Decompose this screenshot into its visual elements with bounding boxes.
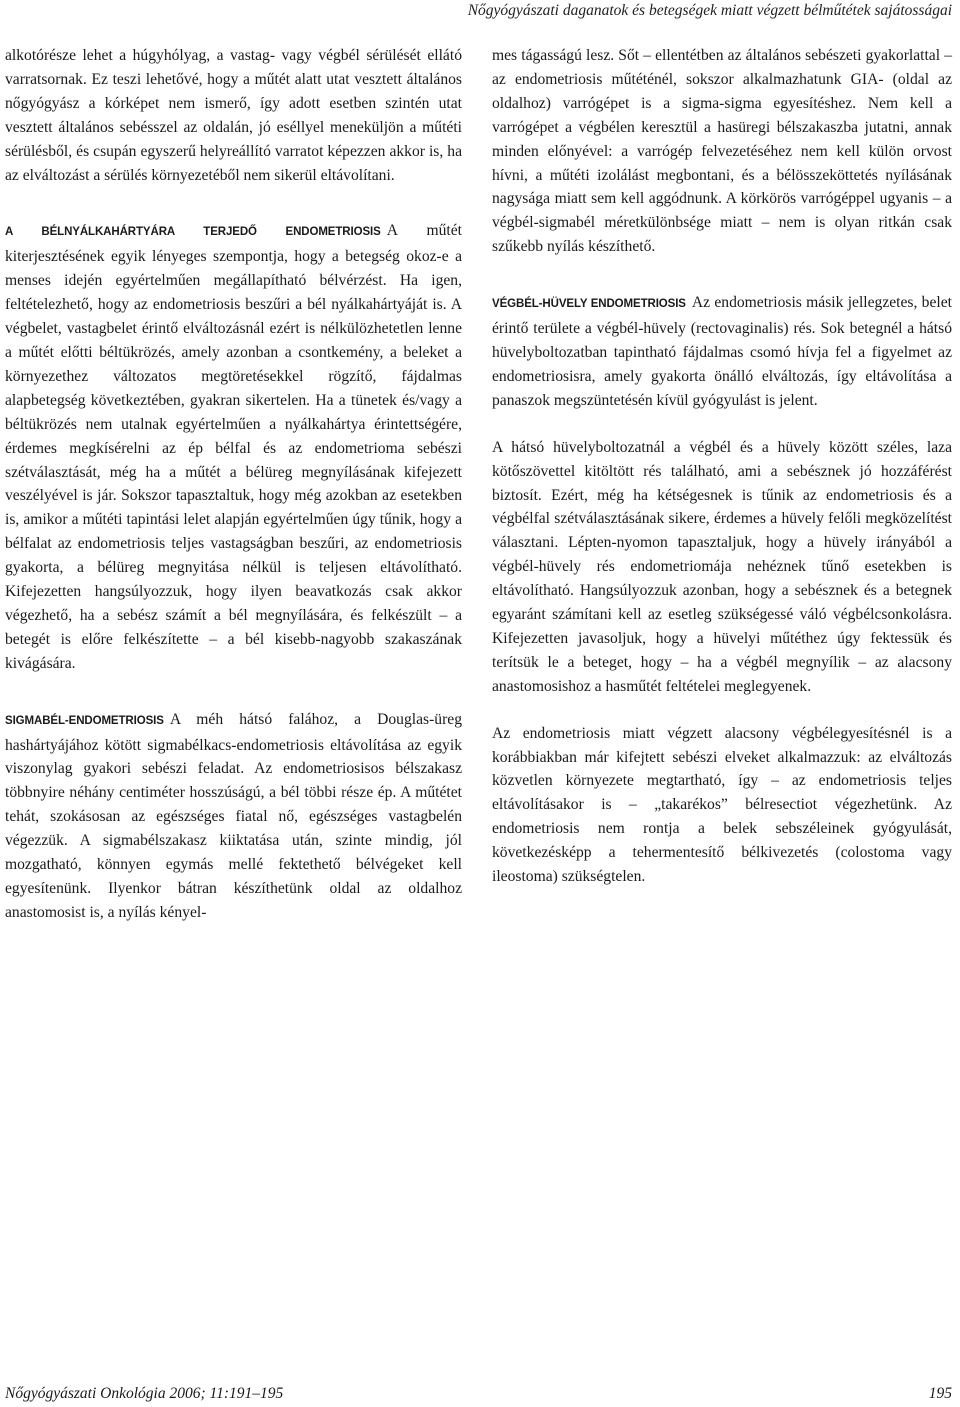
section-rectovaginal bbox=[492, 291, 952, 413]
section-body: Az endometriosis másik jellegzetes, belet érintő területe a végbél-hüvely (rectovaginalis) rés. Sok betegnél a hátsó hüvelyboltozatban tapintható fájdalmas csomó hívja fel a figyelmet az endometriosisra, amely gyakorta önálló elváltozás, így eltávolítása a panaszok megszüntetésén kívül gyógyulást is jelent. bbox=[492, 294, 952, 409]
right-column bbox=[492, 44, 952, 889]
section-body: A műtét kiterjesztésének egyik lényeges szempontja, hogy a betegség okoz-e a menses idején egyértelműen megállapítható bélvérzést. Ha igen, feltételezhető, hogy az endometriosis beszűri a bél nyálkahártyáját is. A végbelet, vastagbelet érintő elváltozásnál ezért is nélkülözhetetlen lenne a műtét előtti béltükrözés, amely azonban a csontkemény, a beleket a környezethez változatos megtöretésekkel rögzítő, fájdalmas alapbetegség következtében, gyakran sikertelen. Ha a tünetek és/vagy a béltükrözés nem utalnak egyértelműen a nyálkahártya érintettségére, érdemes megkísérelni az ép bélfal és az endometrioma sebészi szétválasztását, még ha a műtét a bélüreg megnyílásának kifejezett veszélyével is jár. Sokszor tapasztaltuk, hogy még azokban az esetekben is, amikor a műtéti tapintási lelet alapján egyértelműen úgy tűnik, hogy a bélfalat az endometriosis teljes vastagságban beszűri, az endometriosis gyakorta, a bélüreg megnyitása nélkül is teljesen eltávolítható. Kifejezetten hangsúlyozzuk, hogy ilyen beavatkozás csak akkor végezhető, ha a sebész számít a bél megnyílására, és felkészült – a betegét is előre felkészítette – a bél kisebb-nagyobb szakaszának kivágására. bbox=[5, 222, 462, 672]
paragraph: mes tágasságú lesz. Sőt – ellentétben az általános sebészeti gyakorlattal – az endometriosis műtéténél, sokszor alkalmazhatunk GIA- (oldal az oldalhoz) varrógépet is a sigma-sigma egyesítéshez. Nem kell a varrógépet a végbélen keresztül a hasüregi bélszakaszba jutatni, annak minden előnyével: a varrógép felvezetéséhez nem kell külön orvost hívni, a műtéti izolálást megbontani, és a bélösszeköttetés nyílásának nagysága miatt sem kell aggódnunk. A körkörös varrógéppel ugyanis – a végbél-sigmabél méretkülönbsége miatt – nem is olyan ritkán csak szűkebb nyílás készíthető. bbox=[492, 47, 952, 256]
section-sigmoid bbox=[5, 708, 462, 925]
journal-citation: Nőgyógyászati Onkológia 2006; 11:191–195 bbox=[5, 1385, 284, 1402]
paragraph: Az endometriosis miatt végzett alacsony végbélegyesítésnél is a korábbiakban már kifejtett sebészi elveket alkalmazzuk: az elváltozás közvetlen környezete megtartható, így – az endometriosis teljes eltávolításakor is – „takarékos” bélresectiot végezhetünk. Az endometriosis nem rontja a belek sebszéleinek gyógyulását, következésképp a tehermentesítő bélkivezetés (colostoma vagy ileostoma) szükségtelen. bbox=[492, 724, 952, 886]
section-bowel-mucosa bbox=[5, 219, 462, 675]
section-heading: A BÉLNYÁLKAHÁRTYÁRA TERJEDŐ ENDOMETRIOSIS bbox=[5, 226, 381, 239]
left-column bbox=[5, 44, 462, 925]
section-heading: SIGMABÉL-ENDOMETRIOSIS bbox=[5, 714, 164, 727]
section-heading: VÉGBÉL-HÜVELY ENDOMETRIOSIS bbox=[492, 298, 686, 311]
running-header: Nőgyógyászati daganatok és betegségek miatt végzett bélműtétek sajátosságai bbox=[467, 2, 952, 19]
page-number: 195 bbox=[928, 1385, 952, 1402]
paragraph: alkotórésze lehet a húgyhólyag, a vastag- vagy végbél sérülését ellátó varratsornak. Ez teszi lehetővé, hogy a műtét alatt utat vesztett általános nőgyógyász a kórképet nem ismerő, így adott esetben szintén utat vesztett általános sebésszel az oldalán, jó eséllyel meneküljön a műtéti sérülésből, és csupán egyszerű helyreállító varratot képezzen akkor is, ha az elváltozást a sérülés környezetéből nem sikerül eltávolítani. bbox=[5, 47, 462, 184]
section-body: A méh hátsó falához, a Douglas-üreg hashártyájához kötött sigmabélkacs-endometriosis eltávolítása az egyik viszonylag gyakori sebészi feladat. Az endometriosisos bélszakasz többnyire néhány centiméter hosszúságú, a bél többi része ép. A műtétet tehát, szokásosan az egészséges fiatal nő, egészséges vastagbelén végezzük. A sigmabélszakasz kiiktatása után, szinte mindig, jól mozgatható, könnyen egymás mellé fektethető bélvégeket kell egyesítenünk. Ilyenkor bátran készíthetünk oldal az oldalhoz anastomosist is, a nyílás kényel- bbox=[5, 710, 462, 921]
paragraph: A hátsó hüvelyboltozatnál a végbél és a hüvely között széles, laza kötőszövettel kitöltött rés található, ami a sebésznek jó hozzáférést biztosít. Ezért, még ha kétségesnek is tűnik az endometriosis és a végbélfal szétválasztásának sikere, érdemes a hüvely felőli megközelítést választani. Lépten-nyomon tapasztaljuk, hogy a hüvely irányából a végbél-hüvely rés endometriomája nehéznek tűnő esetekben is eltávolítható. Hangsúlyozzuk azonban, hogy a sebésznek és a betegnek egyaránt számítani kell az esetleg szükségessé váló végbélcsonkolásra. Kifejezetten javasoljuk, hogy a hüvelyi műtéthez úgy fektessük és terítsük le a beteget, hogy – ha a végbél megnyílik – az alacsony anastomosishoz a hasműtét feltételei meglegyenek. bbox=[492, 438, 952, 695]
